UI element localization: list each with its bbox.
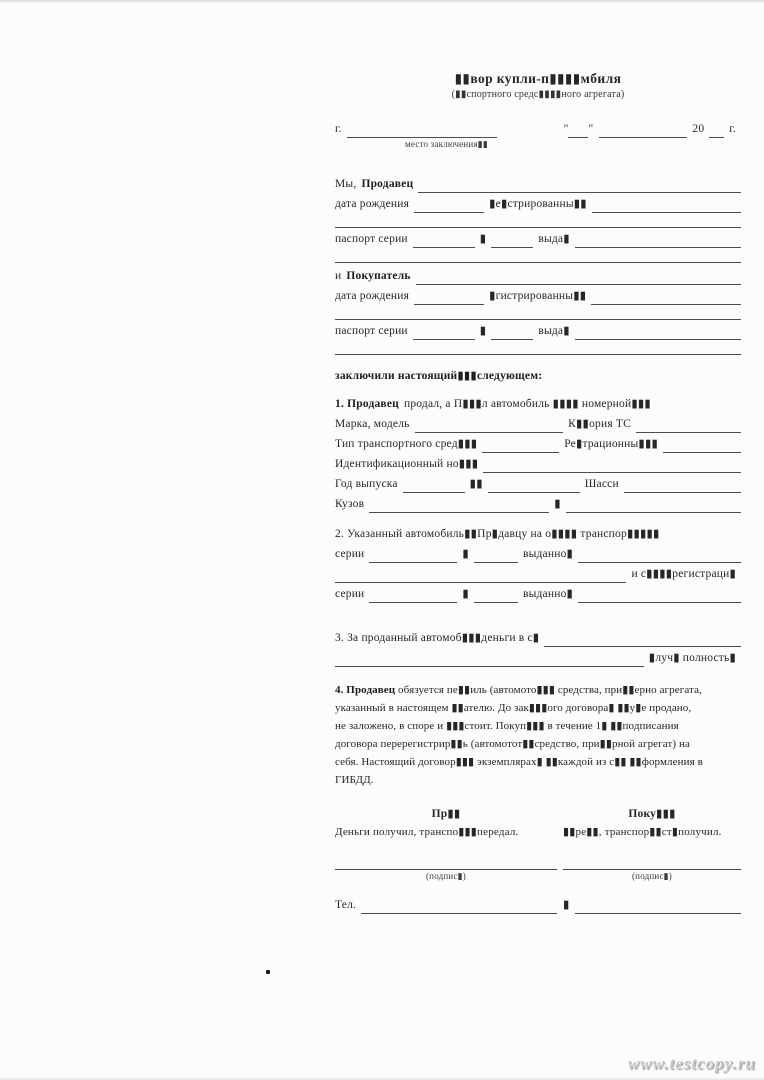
paragraph-line: ГИБДД. — [335, 774, 374, 786]
year-field-line — [709, 125, 724, 138]
paragraph-line: себя. Настоящий договор▮▮▮ экземплярах▮ ▮▮каждой из с▮▮ ▮▮формления в — [335, 756, 703, 768]
month-field-line — [599, 125, 687, 138]
color-field-line — [566, 500, 741, 513]
color-label-smudge: ▮ — [554, 498, 561, 511]
vin-row — [335, 453, 741, 473]
concluded-row — [335, 365, 741, 385]
section3-intro: 3. За проданный автомоб▮▮▮деньги в с▮ — [335, 632, 540, 645]
watermark: www.testcopy.ru — [627, 1054, 756, 1073]
dob-label: дата рождения — [335, 198, 410, 211]
passport-series-label: паспорт серии — [335, 233, 408, 246]
place-caption: место заключения▮▮ — [405, 139, 489, 149]
passport-series-label: паспорт серии — [335, 325, 408, 338]
buyer-row — [335, 265, 741, 285]
buyer-signature-column — [563, 807, 741, 914]
phone-field-line — [575, 901, 741, 914]
phone-label: Тел. — [335, 899, 357, 912]
paragraph-line — [335, 681, 741, 699]
series-label: серии — [335, 548, 365, 561]
seller-header: Пр▮▮ — [431, 808, 461, 820]
year-label: Год выпуска — [335, 478, 398, 491]
section4-paragraph — [335, 681, 741, 789]
sum-field-line — [544, 634, 741, 647]
buyer-dob-row — [335, 285, 741, 305]
seller-dob-row — [335, 193, 741, 213]
body-label: Кузов — [335, 498, 365, 511]
series-field-line — [413, 327, 475, 340]
contract-form — [335, 64, 741, 914]
seller-statement: Деньги получил, транспо▮▮▮передал. — [335, 826, 519, 838]
paragraph-line: договора перерегистрир▮▮ь (автомотот▮▮средство, при▮▮рной агрегат) на — [335, 738, 690, 750]
blank-line-row — [335, 305, 741, 320]
cert-series-row — [335, 583, 741, 603]
seller-signature-column — [335, 807, 557, 914]
day-field-line — [568, 125, 588, 138]
cert-continuation-row — [335, 563, 741, 583]
sum-continuation-line — [335, 654, 644, 667]
vin-label: Идентификационный но▮▮▮ — [335, 458, 479, 471]
section3-intro-row — [335, 627, 741, 647]
quote-open: " — [563, 123, 569, 136]
body-row — [335, 493, 741, 513]
blank-field-line — [335, 307, 741, 320]
passport-number-smudge: ▮ — [479, 233, 487, 246]
blank-field-line — [335, 215, 741, 228]
buyer-passport-row — [335, 320, 741, 340]
blank-line-row — [335, 340, 741, 355]
place-caption-row — [335, 138, 741, 151]
section1-number: 1. Продавец — [335, 398, 399, 411]
type-field-line — [482, 440, 559, 453]
reg-plate-label: Ре▮трационны▮▮▮ — [564, 438, 658, 451]
section2-intro-row — [335, 523, 741, 543]
place-date-row — [335, 118, 741, 138]
pts-series-row — [335, 543, 741, 563]
section3-tail-row — [335, 647, 741, 667]
make-row — [335, 413, 741, 433]
buyer-name-line — [416, 272, 741, 285]
city-label: г. — [335, 123, 342, 136]
seller-phone-row — [335, 894, 557, 914]
buyer-header: Поку▮▮▮ — [628, 808, 676, 820]
registered-field-line — [591, 292, 741, 305]
dob-field-line — [414, 200, 484, 213]
section1-intro-row — [335, 393, 741, 413]
contract-subtitle: (▮▮спортного средс▮▮▮▮ного агрегата) — [451, 89, 625, 100]
number-smudge: ▮ — [462, 588, 469, 601]
issued-label: выда▮ — [538, 233, 570, 246]
dob-field-line — [414, 292, 484, 305]
buyer-statement: ▮▮ре▮▮, транспор▮▮ст▮получил. — [563, 826, 722, 838]
issued-field-line — [578, 590, 741, 603]
and-label: и — [335, 270, 342, 283]
contract-title: ▮▮вор купли-п▮▮▮▮мбиля — [454, 71, 622, 86]
registered-label: ▮е▮стрированны▮▮ — [489, 198, 587, 211]
series-field-line — [413, 235, 475, 248]
and-certificate-label: и с▮▮▮▮регистраци▮ — [631, 568, 736, 581]
engine-field-line — [488, 480, 580, 493]
quote-close: " — [588, 123, 594, 136]
series-field-line — [369, 550, 457, 563]
section2-intro: 2. Указанный автомобиль▮▮Пр▮давцу на о▮▮▮▮ транспор▮▮▮▮▮ — [335, 528, 660, 541]
passport-number-smudge: ▮ — [479, 325, 487, 338]
seller-name-line — [418, 180, 741, 193]
registered-field-line — [592, 200, 741, 213]
phone-label-smudge: ▮ — [563, 899, 570, 912]
signature-caption: (подпис▮) — [425, 871, 466, 881]
seller-passport-row — [335, 228, 741, 248]
dob-label: дата рождения — [335, 290, 410, 303]
category-field-line — [636, 420, 741, 433]
concluded-text: заключили настоящий▮▮▮следующем: — [335, 370, 543, 383]
series-label: серии — [335, 588, 365, 601]
seller-signature-line — [335, 847, 557, 870]
registered-label: ▮гистрированны▮▮ — [489, 290, 587, 303]
make-label: Марка, модель — [335, 418, 410, 431]
number-smudge: ▮ — [462, 548, 469, 561]
blank-line-row — [335, 213, 741, 228]
ink-dot — [266, 970, 270, 974]
received-in-full-label: ▮луч▮ полность▮ — [648, 652, 736, 665]
issued-field-line — [578, 550, 741, 563]
number-field-line — [474, 590, 518, 603]
blank-field-line — [335, 250, 741, 263]
reg-field-line — [663, 440, 741, 453]
chassis-label: Шасси — [584, 478, 619, 491]
issued-label: выда▮ — [538, 325, 570, 338]
phone-field-line — [361, 901, 557, 914]
engine-label-smudge: ▮▮ — [469, 478, 483, 491]
make-field-line — [415, 420, 564, 433]
buyer-phone-row — [563, 894, 741, 914]
we-label: Мы, — [335, 178, 357, 191]
signature-caption: (подпис▮) — [631, 871, 672, 881]
series-field-line — [369, 590, 457, 603]
issued-label: выданно▮ — [522, 588, 574, 601]
section1-intro: продал, а П▮▮▮л автомобиль ▮▮▮▮ номерной▮▮▮ — [403, 398, 651, 411]
type-row — [335, 433, 741, 453]
body-field-line — [369, 500, 549, 513]
seller-row — [335, 173, 741, 193]
number-field-line — [491, 235, 533, 248]
issued-field-line — [575, 235, 741, 248]
vin-field-line — [483, 460, 741, 473]
paragraph-line: указанный в настоящем ▮▮ателю. До зак▮▮▮ого договора▮ ▮▮у▮е продано, — [335, 702, 692, 714]
category-label: К▮▮ория ТС — [568, 418, 631, 431]
buyer-label: Покупатель — [346, 270, 411, 283]
seller-label: Продавец — [361, 178, 414, 191]
chassis-field-line — [624, 480, 741, 493]
vehicle-type-label: Тип транспортного сред▮▮▮ — [335, 438, 478, 451]
buyer-signature-line — [563, 847, 741, 870]
issued-label: выданно▮ — [522, 548, 574, 561]
blank-field-line — [335, 342, 741, 355]
issued-field-line — [575, 327, 741, 340]
place-field-line — [347, 125, 497, 138]
paragraph-text: обязуется пе▮▮иль (автомото▮▮▮ средства, при▮▮ерно агрегата, — [398, 684, 702, 696]
scan-edge-top — [0, 0, 764, 3]
year-row — [335, 473, 741, 493]
number-field-line — [491, 327, 533, 340]
signature-block — [335, 807, 741, 914]
number-field-line — [474, 550, 518, 563]
year-suffix: г. — [729, 123, 736, 136]
continuation-field-line — [335, 570, 626, 583]
blank-line-row — [335, 248, 741, 263]
section4-number: 4. Продавец — [335, 684, 396, 696]
year-prefix: 20 — [692, 123, 705, 136]
paragraph-line: не заложено, в споре и ▮▮▮стоит. Покуп▮▮▮ в течение 1▮ ▮▮подписания — [335, 720, 679, 732]
year-field-line — [403, 480, 465, 493]
